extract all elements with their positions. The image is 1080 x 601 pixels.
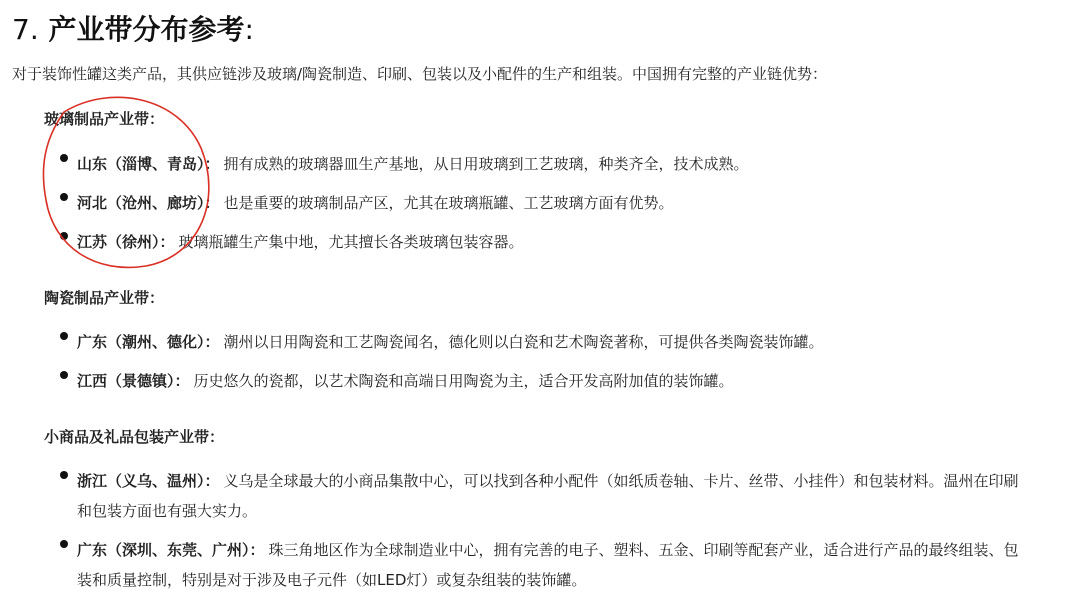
region-description: 历史悠久的瓷都，以艺术陶瓷和高端日用陶瓷为主，适合开发高附加值的装饰罐。 [193, 372, 734, 390]
title-number: 7. [12, 13, 39, 46]
region-label: 广东（深圳、东莞、广州） ： [77, 541, 265, 559]
region-description: 也是重要的玻璃制品产区，尤其在玻璃瓶罐、工艺玻璃方面有优势。 [223, 194, 674, 212]
region-description: 玻璃瓶罐生产集中地，尤其擅长各类玻璃包装容器。 [178, 233, 524, 251]
region-label: 江西（景德镇） ： [77, 372, 190, 390]
page-title [12, 8, 254, 52]
region-description: 潮州以日用陶瓷和工艺陶瓷闻名，德化则以白瓷和艺术陶瓷著称，可提供各类陶瓷装饰罐。 [223, 333, 824, 351]
bullet-icon [60, 332, 68, 340]
intro-paragraph: 对于装饰性罐这类产品，其供应链涉及玻璃/陶瓷制造、印刷、包装以及小配件的生产和组装。中国拥有完整的产业链优势： [12, 65, 828, 83]
region-label: 河北（沧州、廊坊） ： [77, 194, 220, 212]
region-description: 义乌是全球最大的小商品集散中心，可以找到各种小配件（如纸质卷轴、卡片、丝带、小挂件）和包装材料。温州在印刷和包装方面也有强大实力。 [77, 472, 1019, 520]
region-description: 珠三角地区作为全球制造业中心，拥有完善的电子、塑料、五金、印刷等配套产业，适合进行产品的最终组装、包装和质量控制，特别是对于涉及电子元件（如LED灯）或复杂组装的装饰罐。 [77, 541, 1019, 589]
region-label: 浙江（义乌、温州） ： [77, 472, 220, 490]
region-label: 山东（淄博、青岛） ： [77, 155, 220, 173]
bullet-icon [60, 540, 68, 548]
region-label: 广东（潮州、德化） ： [77, 333, 220, 351]
region-label: 江苏（徐州） ： [77, 233, 175, 251]
list-item [60, 535, 1030, 595]
bullet-icon [60, 232, 68, 240]
region-description: 拥有成熟的玻璃器皿生产基地，从日用玻璃到工艺玻璃，种类齐全，技术成熟。 [223, 155, 749, 173]
bullet-icon [60, 154, 68, 162]
title-text: 产业带分布参考 [48, 13, 245, 46]
title-suffix: : [244, 13, 254, 46]
section-heading-commodities: 小商品及礼品包装产业带： [44, 428, 225, 446]
list-item [60, 149, 1040, 179]
bullet-icon [60, 371, 68, 379]
list-item [60, 466, 1030, 526]
bullet-icon [60, 471, 68, 479]
list-item [60, 227, 1040, 257]
list-item [60, 366, 1040, 396]
list-item [60, 188, 1040, 218]
bullet-icon [60, 193, 68, 201]
section-heading-glass: 玻璃制品产业带： [44, 110, 165, 128]
section-heading-ceramics: 陶瓷制品产业带： [44, 289, 165, 307]
list-item [60, 327, 1040, 357]
